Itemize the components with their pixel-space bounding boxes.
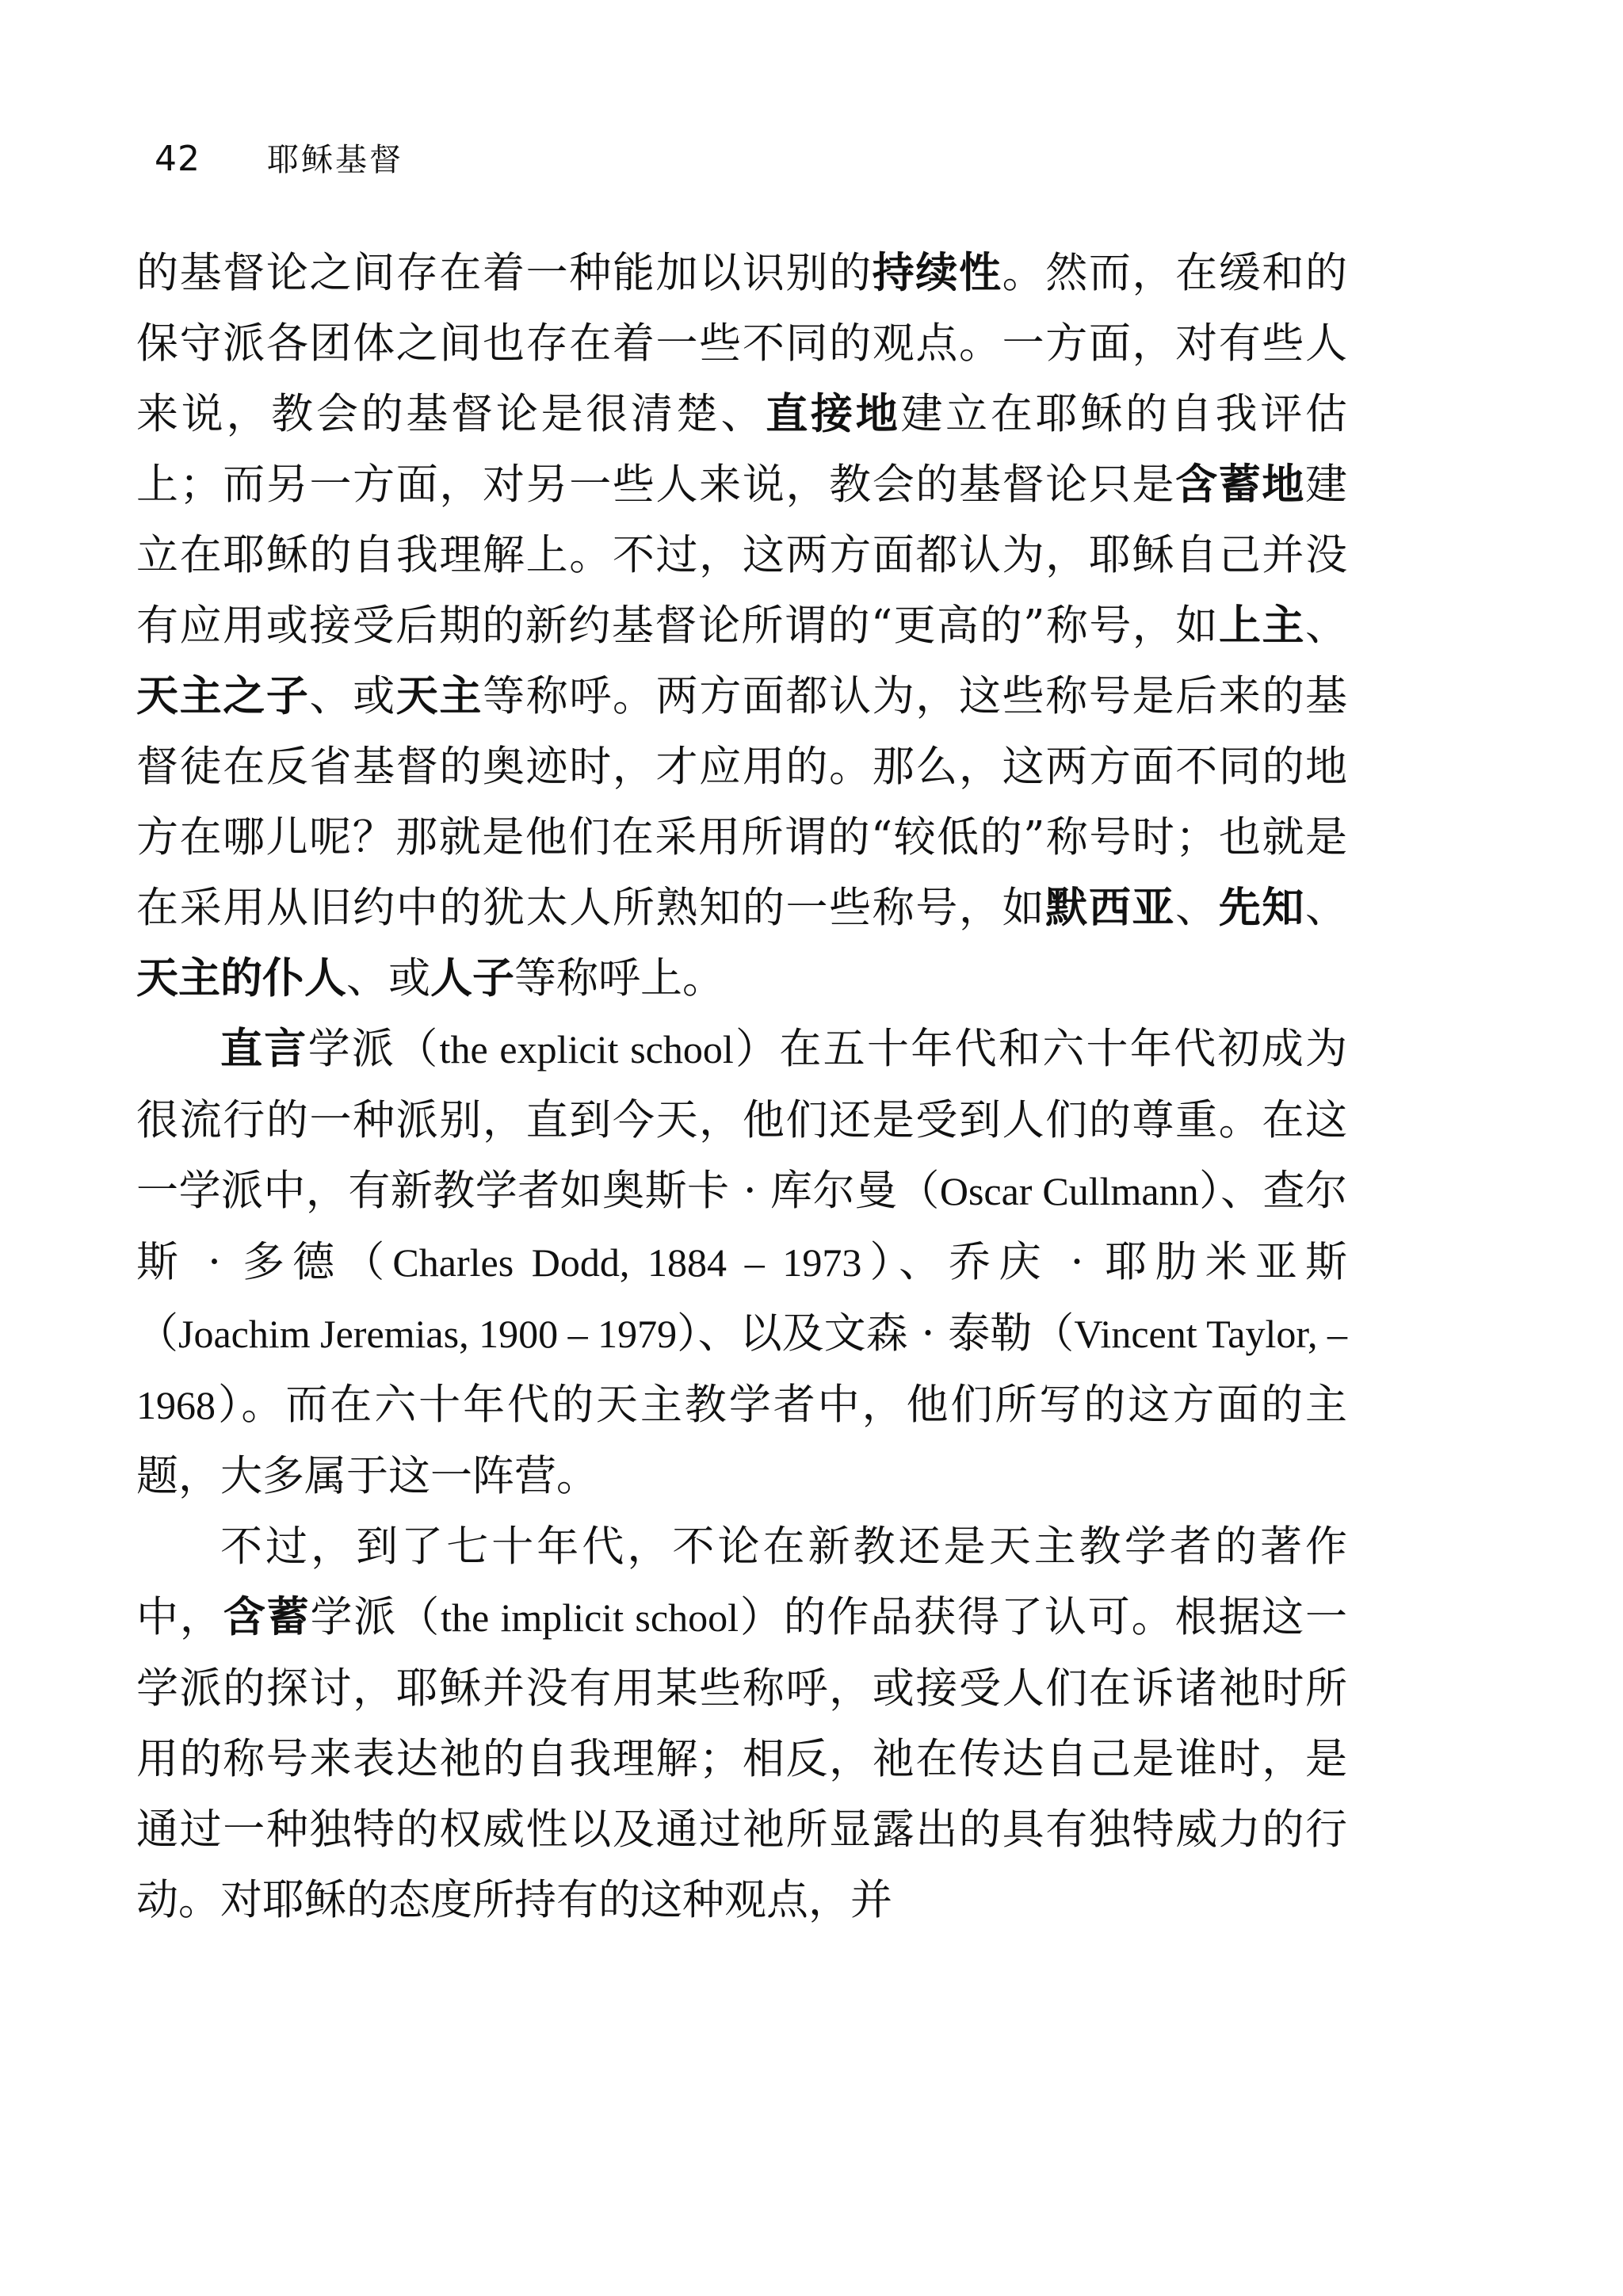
text-run: 、或 (309, 672, 396, 720)
text-run: 学派（ (310, 1593, 441, 1641)
latin-text: Oscar Cullmann (939, 1169, 1199, 1213)
bold-term: 含蓄地 (1175, 460, 1306, 509)
text-run: 、 (1305, 602, 1347, 650)
text-run: ）在五十年代和六十年代初成为很流行的一种派别，直到今天，他们还是受到人们的尊重。在这一学派中，有新教学者如奥斯卡 · 库尔曼（ (136, 1025, 1348, 1215)
paragraph-explicit-school (136, 1014, 1347, 1511)
text-run: ）、乔庆 · 耶肋米亚斯（ (136, 1238, 1348, 1358)
text-run: ）、查尔斯 · 多德（ (136, 1167, 1348, 1286)
bold-term: 上主 (1218, 601, 1305, 650)
body-text (136, 238, 1347, 1935)
text-run: 不过，到了七十年代，不论在新教还是天主教学者的著作中， (136, 1522, 1347, 1641)
running-header (155, 135, 403, 180)
page-number: 42 (155, 139, 200, 179)
text-run: 等称呼。两方面都认为，这些称号是后来的基督徒在反省基督的奥迹时，才应用的。那么，这两方面不同的地方在哪儿呢？那就是他们在采用所谓的“较低的”称号时；也就是在采用从旧约中的犹太人所熟知的一些称号，如 (136, 672, 1348, 932)
bold-term: 持续性 (872, 248, 1002, 297)
text-run: ）。而在六十年代的天主教学者中，他们所写的这方面的主题，大多属于这一阵营。 (136, 1381, 1347, 1500)
bold-term: 默西亚 (1045, 883, 1176, 932)
running-title: 耶稣基督 (267, 142, 403, 178)
bold-term: 含蓄 (223, 1592, 311, 1641)
bold-term: 先知 (1218, 883, 1306, 932)
text-run: 建立在耶稣的自我评估上；而另一方面，对另一些人来说，教会的基督论只是 (136, 390, 1348, 509)
paragraph-implicit-school (136, 1511, 1347, 1935)
text-run: ）的作品获得了认可。根据这一学派的探讨，耶稣并没有用某些称呼，或接受人们在诉诸祂时所用的称号来表达祂的自我理解；相反，祂在传达自己是谁时，是通过一种独特的权威性以及通过祂所显露出的具有独特威力的行动。对耶稣的态度所持有的这种观点，并 (136, 1593, 1348, 1924)
bold-term: 天主之子 (136, 671, 310, 720)
text-run: 学派（ (307, 1025, 440, 1073)
bold-term: 天主的仆人 (136, 953, 346, 1003)
paragraph-christology-continuity (136, 238, 1347, 1014)
bold-term: 人子 (430, 953, 514, 1003)
latin-text: the implicit school (441, 1595, 739, 1640)
bold-term: 天主 (395, 671, 483, 720)
latin-text: Joachim Jeremias, 1900 – 1979 (178, 1312, 678, 1356)
text-run: 、或 (346, 954, 430, 1003)
bold-term: 直接地 (766, 389, 901, 438)
text-run: 的基督论之间存在着一种能加以识别的 (136, 249, 873, 297)
text-run: 、 (1175, 884, 1219, 932)
text-run: 。然而，在缓和的保守派各团体之间也存在着一些不同的观点。一方面，对有些人来说，教会的基督论是很清楚、 (136, 249, 1348, 438)
text-run: 等称呼上。 (514, 954, 724, 1003)
bold-term: 直言 (220, 1024, 308, 1073)
latin-text: Charles Dodd, 1884 – 1973 (392, 1240, 862, 1285)
text-run: ）、以及文森 · 泰勒（ (677, 1309, 1075, 1358)
latin-text: Vincent Taylor, – 1968 (136, 1312, 1348, 1427)
text-run: 建立在耶稣的自我理解上。不过，这两方面都认为，耶稣自己并没有应用或接受后期的新约基督论所谓的“更高的”称号，如 (136, 460, 1348, 650)
text-run: 、 (1305, 884, 1348, 932)
latin-text: the explicit school (439, 1027, 734, 1072)
